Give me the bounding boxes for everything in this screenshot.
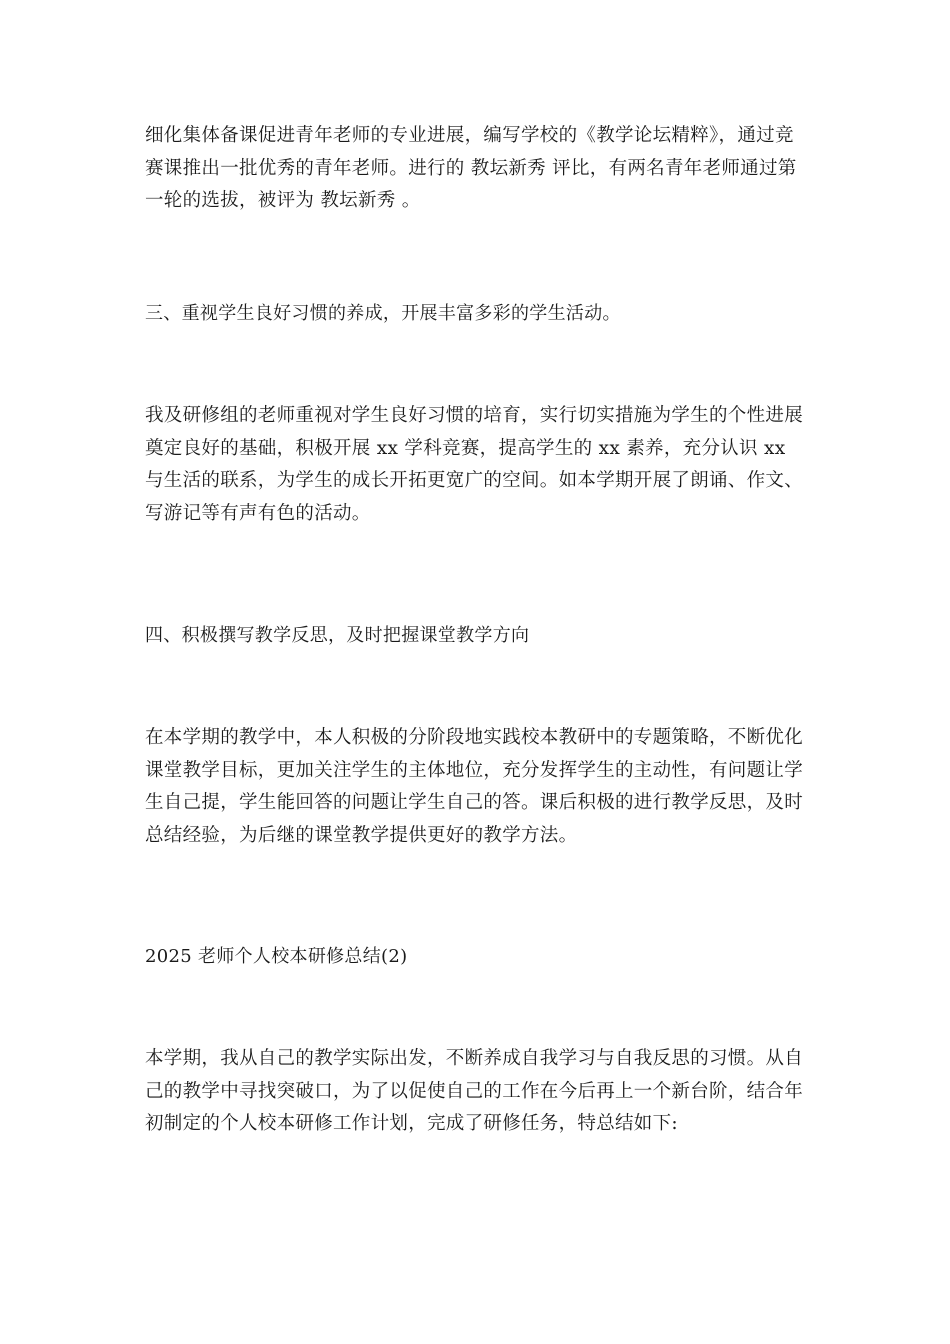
section-heading-three: 三、重视学生良好习惯的养成，开展丰富多彩的学生活动。 [145, 303, 621, 324]
paragraph-teaching-reflection: 在本学期的教学中，本人积极的分阶段地实践校本教研中的专题策略，不断优化课堂教学目标，更加关注学生的主体地位，充分发挥学生的主动性，有问题让学生自己提，学生能回答的问题让学生自己的答。课后积极的进行教学反思，及时总结经验，为后继的课堂教学提供更好的教学方法。 [145, 727, 804, 846]
paragraph-semester-summary: 本学期，我从自己的教学实际出发，不断养成自我学习与自我反思的习惯。从自己的教学中寻找突破口，为了以促使自己的工作在今后再上一个新台阶，结合年初制定的个人校本研修工作计划，完成了研修任务，特总结如下: [145, 1048, 804, 1134]
document-subtitle: 2025 老师个人校本研修总结(2) [145, 946, 408, 967]
section-heading-four: 四、积极撰写教学反思，及时把握课堂教学方向 [145, 625, 530, 646]
paragraph-student-habits: 我及研修组的老师重视对学生良好习惯的培育，实行切实措施为学生的个性进展奠定良好的基础，积极开展 xx 学科竞赛，提高学生的 xx 素养，充分认识 xx 与生活的联系，为学生的成长开拓更宽广的空间。如本学期开展了朗诵、作文、写游记等有声有色的活动。 [145, 405, 804, 524]
paragraph-teacher-development: 细化集体备课促进青年老师的专业进展，编写学校的《教学论坛精粹》，通过竞赛课推出一批优秀的青年老师。进行的 教坛新秀 评比，有两名青年老师通过第一轮的选拔，被评为 教坛新秀 。 [145, 125, 797, 211]
